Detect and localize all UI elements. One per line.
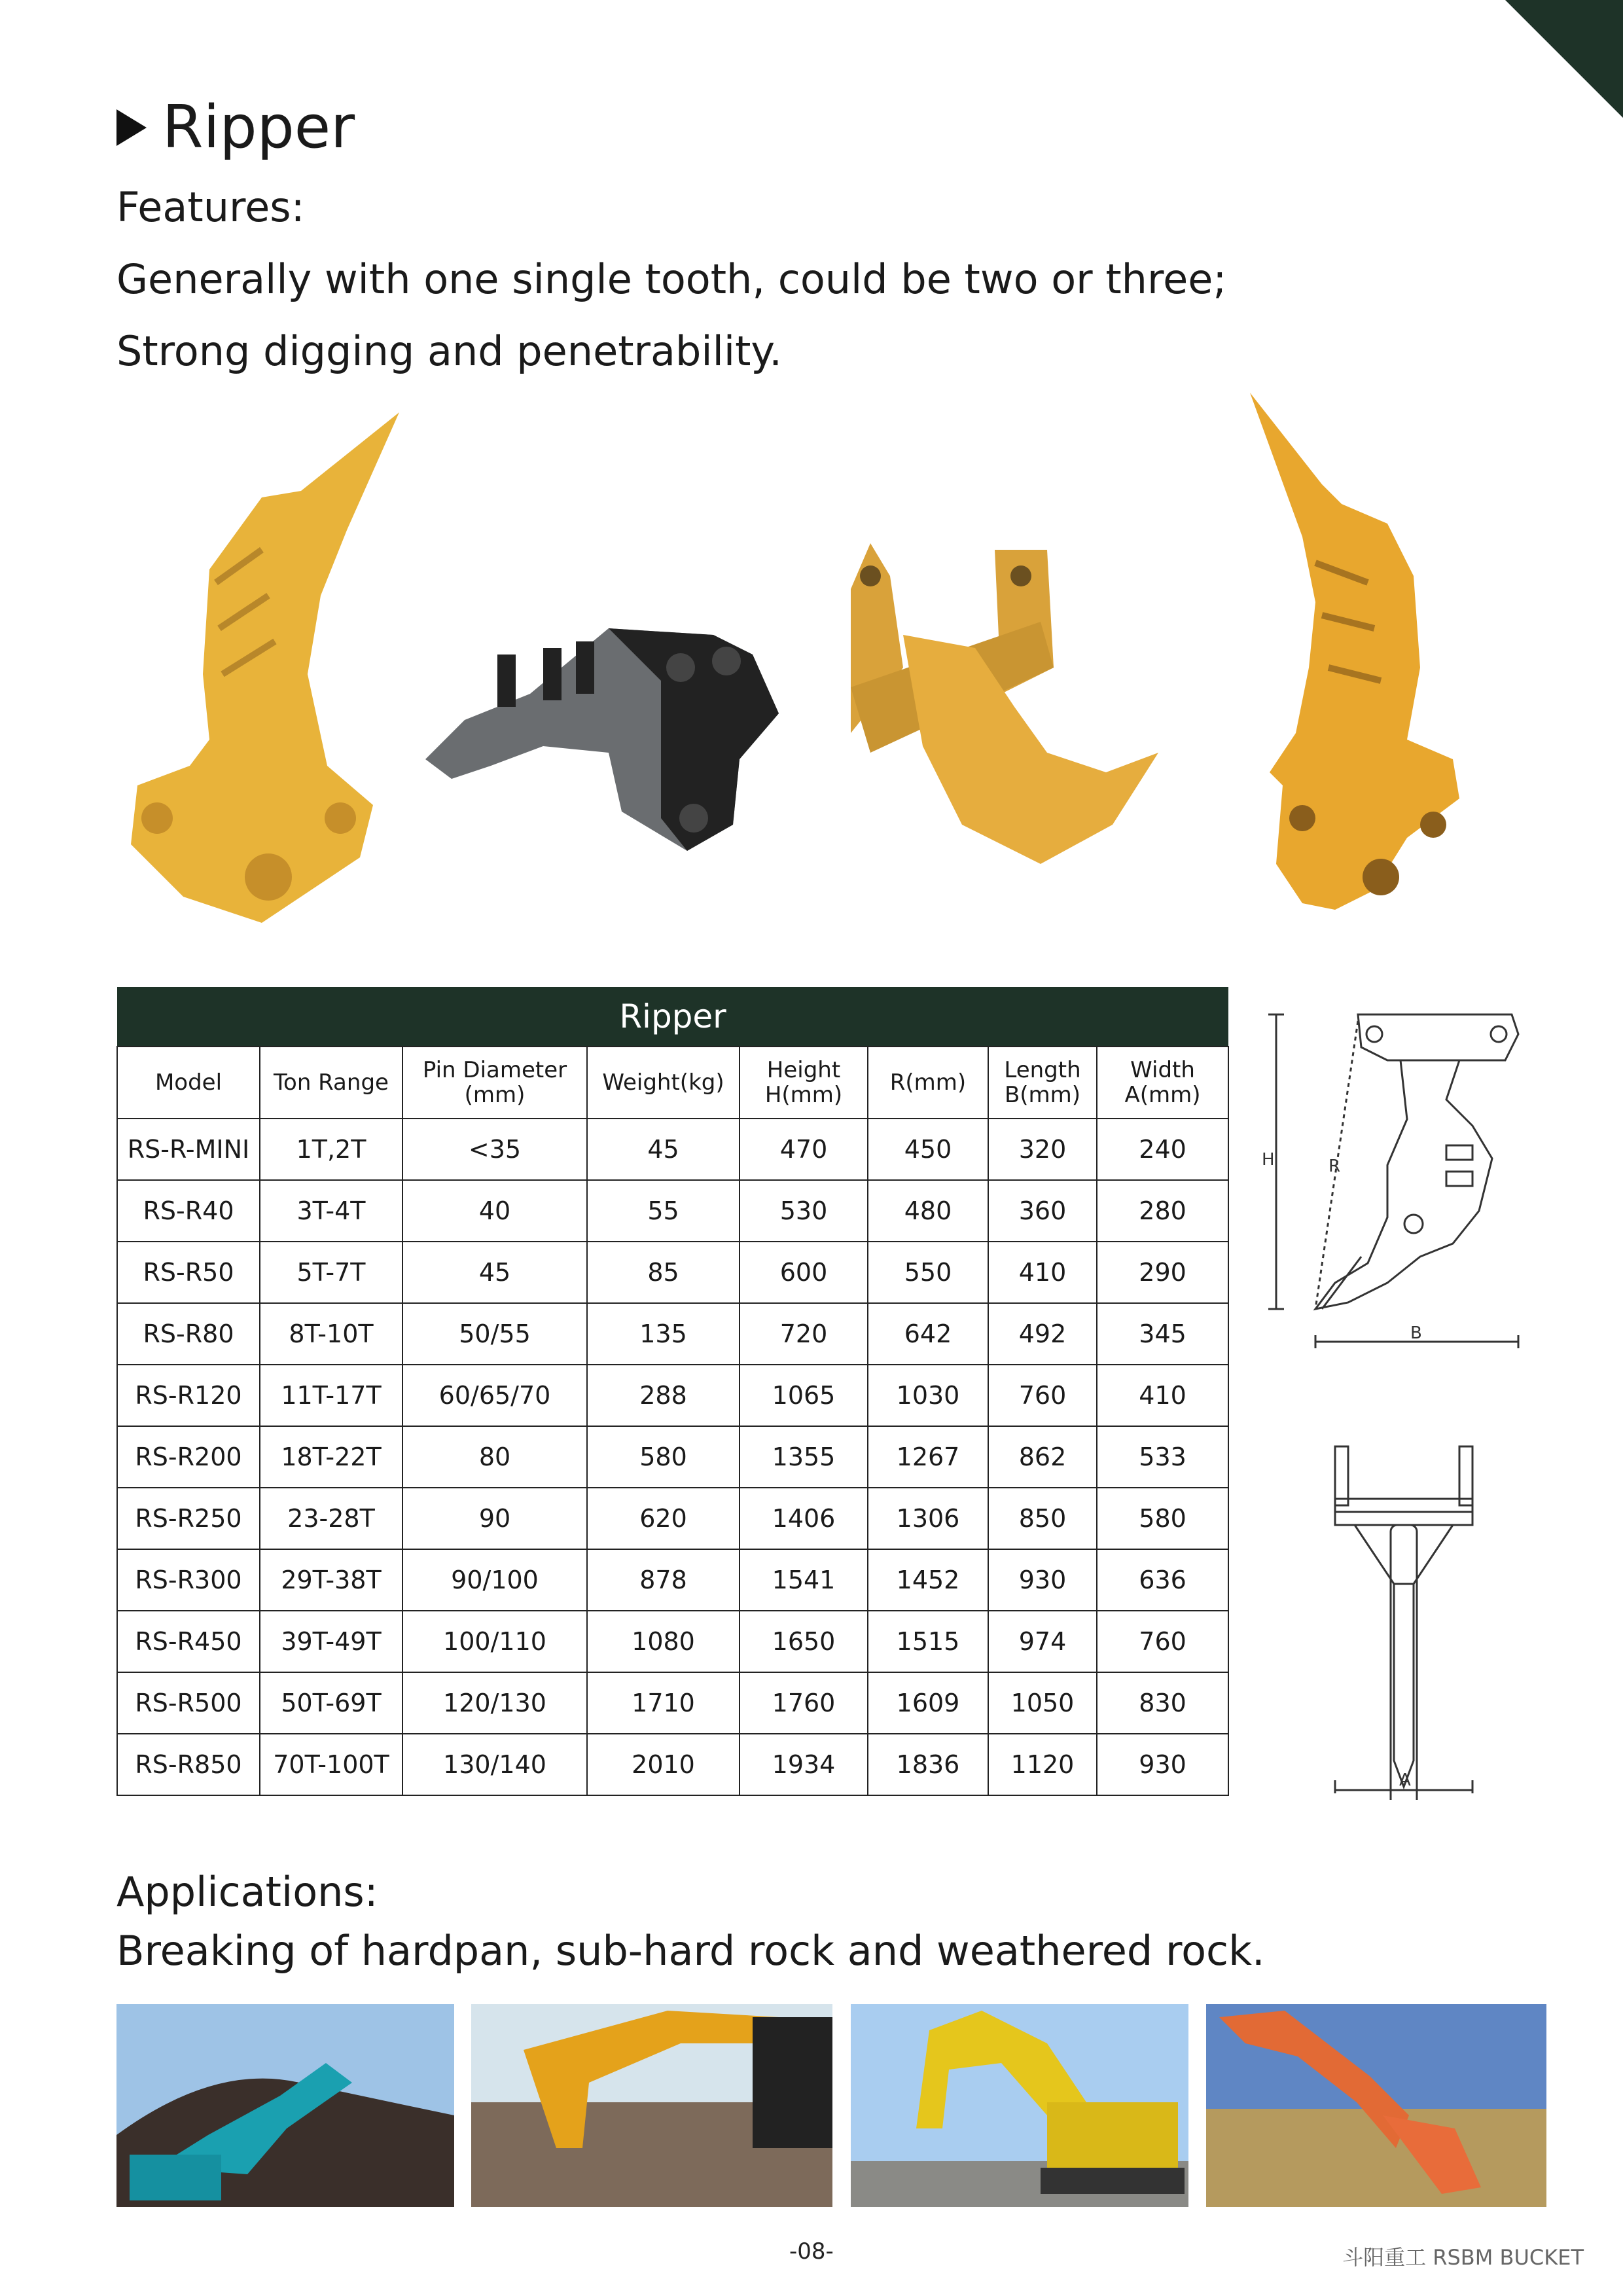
table-cell: 720 — [740, 1303, 868, 1365]
diagram-label-r: R — [1329, 1157, 1341, 1176]
header-width: Width A(mm) — [1097, 1047, 1228, 1119]
table-row — [117, 1549, 1228, 1611]
table-cell: 533 — [1097, 1426, 1228, 1488]
table-cell: RS-R250 — [117, 1488, 260, 1549]
table-cell: <35 — [402, 1119, 587, 1180]
table-cell: 760 — [1097, 1611, 1228, 1672]
table-cell: RS-R300 — [117, 1549, 260, 1611]
ripper-spec-table — [116, 987, 1229, 1796]
table-cell: 1452 — [868, 1549, 988, 1611]
application-photo-1 — [116, 2004, 454, 2207]
table-cell: 39T-49T — [260, 1611, 402, 1672]
applications-heading: Applications: — [116, 1868, 378, 1916]
table-cell: 1065 — [740, 1365, 868, 1426]
ripper-side-view-diagram — [1257, 1008, 1525, 1355]
table-cell: 760 — [988, 1365, 1097, 1426]
table-cell: 1120 — [988, 1734, 1097, 1795]
table-cell: 1541 — [740, 1549, 868, 1611]
table-cell: 100/110 — [402, 1611, 587, 1672]
table-cell: 850 — [988, 1488, 1097, 1549]
table-cell: RS-R40 — [117, 1180, 260, 1242]
table-cell: 80 — [402, 1426, 587, 1488]
table-cell: 70T-100T — [260, 1734, 402, 1795]
header-length: Length B(mm) — [988, 1047, 1097, 1119]
header-ton-range: Ton Range — [260, 1047, 402, 1119]
table-cell: 1710 — [587, 1672, 740, 1734]
table-cell: 60/65/70 — [402, 1365, 587, 1426]
table-cell: 3T-4T — [260, 1180, 402, 1242]
header-pin-diameter: Pin Diameter (mm) — [402, 1047, 587, 1119]
table-cell: RS-R50 — [117, 1242, 260, 1303]
table-cell: 642 — [868, 1303, 988, 1365]
header-model: Model — [117, 1047, 260, 1119]
table-cell: 974 — [988, 1611, 1097, 1672]
table-cell: 1050 — [988, 1672, 1097, 1734]
table-cell: 45 — [587, 1119, 740, 1180]
table-cell: RS-R850 — [117, 1734, 260, 1795]
table-cell: 862 — [988, 1426, 1097, 1488]
table-cell: 280 — [1097, 1180, 1228, 1242]
table-cell: RS-R120 — [117, 1365, 260, 1426]
ripper-front-view-diagram — [1322, 1433, 1486, 1800]
ripper-photo-4 — [1243, 393, 1518, 910]
table-cell: 1306 — [868, 1488, 988, 1549]
table-cell: 135 — [587, 1303, 740, 1365]
page-number: -08- — [789, 2238, 834, 2265]
table-cell: 930 — [988, 1549, 1097, 1611]
table-cell: 1080 — [587, 1611, 740, 1672]
table-cell: 1609 — [868, 1672, 988, 1734]
table-cell: RS-R200 — [117, 1426, 260, 1488]
table-cell: RS-R-MINI — [117, 1119, 260, 1180]
table-cell: 29T-38T — [260, 1549, 402, 1611]
table-cell: 18T-22T — [260, 1426, 402, 1488]
table-cell: 878 — [587, 1549, 740, 1611]
table-cell: 240 — [1097, 1119, 1228, 1180]
table-cell: 50/55 — [402, 1303, 587, 1365]
applications-text: Breaking of hardpan, sub-hard rock and weathered rock. — [116, 1927, 1265, 1975]
table-cell: 288 — [587, 1365, 740, 1426]
table-row — [117, 1180, 1228, 1242]
table-cell: 600 — [740, 1242, 868, 1303]
applications-block — [116, 1863, 1265, 1981]
table-cell: 50T-69T — [260, 1672, 402, 1734]
table-cell: 530 — [740, 1180, 868, 1242]
table-cell: 1515 — [868, 1611, 988, 1672]
table-cell: 1650 — [740, 1611, 868, 1672]
table-cell: 55 — [587, 1180, 740, 1242]
ripper-photo-1 — [111, 399, 412, 923]
diagram-label-b: B — [1410, 1323, 1422, 1343]
application-photo-3 — [851, 2004, 1188, 2207]
table-row — [117, 1426, 1228, 1488]
table-row — [117, 1611, 1228, 1672]
table-cell: 320 — [988, 1119, 1097, 1180]
table-cell: 1355 — [740, 1426, 868, 1488]
table-cell: 85 — [587, 1242, 740, 1303]
application-photo-4 — [1206, 2004, 1546, 2207]
feature-line-1: Generally with one single tooth, could be two or three; — [116, 255, 1227, 303]
ripper-photo-2 — [412, 602, 779, 851]
diagram-label-h: H — [1262, 1150, 1275, 1170]
table-cell: 345 — [1097, 1303, 1228, 1365]
header-r: R(mm) — [868, 1047, 988, 1119]
table-row — [117, 1303, 1228, 1365]
table-cell: 40 — [402, 1180, 587, 1242]
table-body — [117, 1119, 1228, 1795]
header-height: Height H(mm) — [740, 1047, 868, 1119]
table-row — [117, 1488, 1228, 1549]
table-cell: RS-R500 — [117, 1672, 260, 1734]
header-weight: Weight(kg) — [587, 1047, 740, 1119]
table-cell: 1934 — [740, 1734, 868, 1795]
table-cell: 11T-17T — [260, 1365, 402, 1426]
table-cell: 360 — [988, 1180, 1097, 1242]
ripper-spec-table-container — [116, 987, 1228, 1796]
table-row — [117, 1242, 1228, 1303]
table-caption: Ripper — [117, 987, 1228, 1047]
table-cell: 636 — [1097, 1549, 1228, 1611]
features-block — [116, 171, 1226, 387]
table-cell: 1267 — [868, 1426, 988, 1488]
table-row — [117, 1734, 1228, 1795]
table-cell: 580 — [1097, 1488, 1228, 1549]
ripper-photo-3 — [844, 537, 1211, 864]
footer-brand: 斗阳重工 RSBM BUCKET — [1342, 2245, 1584, 2270]
table-cell: 1T,2T — [260, 1119, 402, 1180]
table-cell: RS-R80 — [117, 1303, 260, 1365]
table-cell: 620 — [587, 1488, 740, 1549]
table-cell: 120/130 — [402, 1672, 587, 1734]
table-cell: 492 — [988, 1303, 1097, 1365]
triangle-bullet-icon — [116, 109, 147, 146]
table-cell: 450 — [868, 1119, 988, 1180]
table-row — [117, 1672, 1228, 1734]
table-cell: 410 — [1097, 1365, 1228, 1426]
table-header-row — [117, 1047, 1228, 1119]
table-cell: 90/100 — [402, 1549, 587, 1611]
table-cell: 23-28T — [260, 1488, 402, 1549]
corner-decoration — [1505, 0, 1623, 118]
table-cell: 45 — [402, 1242, 587, 1303]
page-title: Ripper — [116, 92, 355, 164]
diagram-label-a: A — [1399, 1770, 1411, 1790]
features-heading: Features: — [116, 183, 305, 231]
table-cell: 290 — [1097, 1242, 1228, 1303]
table-cell: 1030 — [868, 1365, 988, 1426]
table-cell: 550 — [868, 1242, 988, 1303]
table-cell: 1406 — [740, 1488, 868, 1549]
table-row — [117, 1119, 1228, 1180]
table-cell: 130/140 — [402, 1734, 587, 1795]
table-cell: 1760 — [740, 1672, 868, 1734]
table-cell: 930 — [1097, 1734, 1228, 1795]
table-cell: 470 — [740, 1119, 868, 1180]
table-row — [117, 1365, 1228, 1426]
table-cell: 1836 — [868, 1734, 988, 1795]
table-cell: 8T-10T — [260, 1303, 402, 1365]
table-cell: RS-R450 — [117, 1611, 260, 1672]
table-cell: 580 — [587, 1426, 740, 1488]
table-cell: 2010 — [587, 1734, 740, 1795]
table-cell: 830 — [1097, 1672, 1228, 1734]
table-cell: 410 — [988, 1242, 1097, 1303]
application-photo-2 — [471, 2004, 832, 2207]
table-cell: 5T-7T — [260, 1242, 402, 1303]
feature-line-2: Strong digging and penetrability. — [116, 327, 782, 375]
table-cell: 90 — [402, 1488, 587, 1549]
table-cell: 480 — [868, 1180, 988, 1242]
